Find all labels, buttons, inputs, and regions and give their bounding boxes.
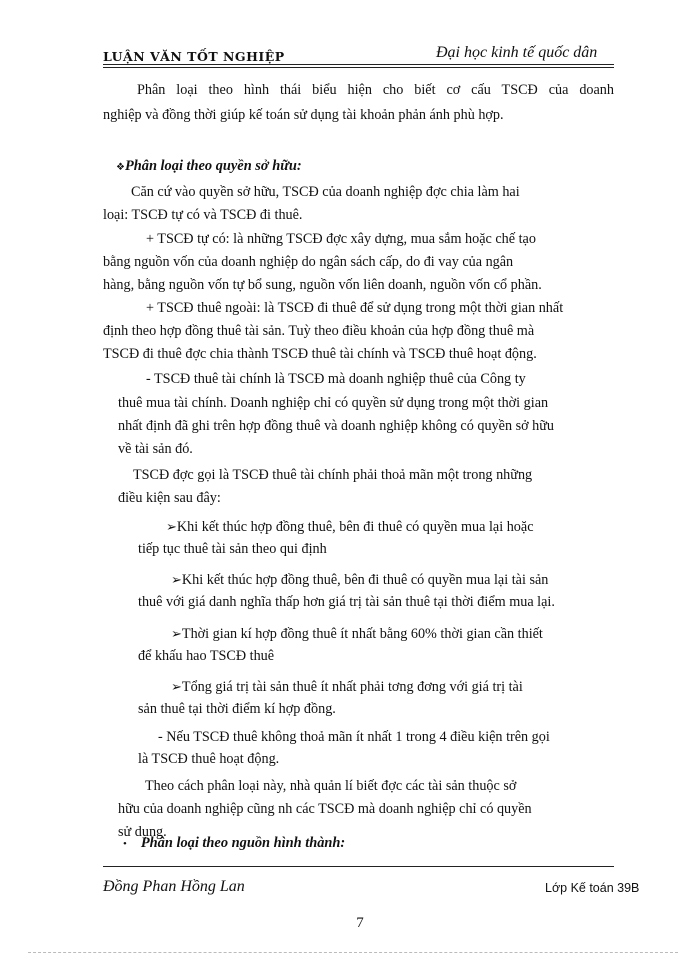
s5-line-2: hữu của doanh nghiệp cũng nh các TSCĐ mà doanh nghiệp chỉ có quyền xyxy=(118,801,532,817)
condition-4-line-1 xyxy=(171,677,523,697)
section-heading-text: Phân loại theo nguồn hình thành: xyxy=(140,835,346,851)
bullet-icon: • xyxy=(123,838,127,850)
header-rule-2 xyxy=(103,67,614,68)
s4-line-2: là TSCĐ thuê hoạt động. xyxy=(138,751,280,767)
s2-line-3: nhất định đã ghi trên hợp đồng thuê và doanh nghiệp không có quyền sở hữu xyxy=(118,418,555,434)
intro-line-1: Phân loại theo hình thái biểu hiện cho biết cơ cấu TSCĐ của doanh xyxy=(137,82,614,98)
s5-line-3: sử dụng. xyxy=(118,824,167,840)
footer-author: Đồng Phan Hồng Lan xyxy=(103,878,245,895)
diamond-bullet-icon: ❖ xyxy=(116,162,125,173)
s1-line-3: + TSCĐ tự có: là những TSCĐ đợc xây dựng, mua sắm hoặc chế tạo xyxy=(146,231,536,247)
s1-line-4: bằng nguồn vốn của doanh nghiệp do ngân sách cấp, do đi vay của ngân xyxy=(103,254,514,270)
s1-line-1: Căn cứ vào quyền sở hữu, TSCĐ của doanh nghiệp đợc chia làm hai xyxy=(131,184,520,200)
footer-rule xyxy=(103,866,614,867)
s3-line-2: điều kiện sau đây: xyxy=(118,490,221,506)
header-university: Đại học kinh tế quốc dân xyxy=(436,44,598,61)
s1-line-5: hàng, bằng nguồn vốn tự bổ sung, nguồn vốn liên doanh, nguồn vốn cổ phần. xyxy=(103,277,542,293)
s1-line-8: TSCĐ đi thuê đợc chia thành TSCĐ thuê tài chính và TSCĐ thuê hoạt động. xyxy=(103,346,537,362)
s1-line-6: + TSCĐ thuê ngoài: là TSCĐ đi thuê để sử dụng trong một thời gian nhất xyxy=(146,300,564,316)
arrow-bullet-icon: ➢ xyxy=(171,626,182,641)
condition-4-text: Tổng giá trị tài sản thuê ít nhất phải tơng đơng với giá trị tài xyxy=(181,679,523,695)
page-break-line xyxy=(28,952,678,953)
s5-line-1: Theo cách phân loại này, nhà quản lí biết đợc các tài sản thuộc sở xyxy=(145,778,517,794)
condition-2-text: Khi kết thúc hợp đồng thuê, bên đi thuê có quyền mua lại tài sản xyxy=(181,572,549,588)
condition-3-line-2: để khấu hao TSCĐ thuê xyxy=(138,648,275,664)
s2-line-2: thuê mua tài chính. Doanh nghiệp chỉ có quyền sử dụng trong một thời gian xyxy=(118,395,549,411)
header-thesis-title: LUẬN VĂN TỐT NGHIỆP xyxy=(103,49,285,64)
paragraph-line xyxy=(103,81,614,100)
condition-4-line-2: sản thuê tại thời điểm kí hợp đồng. xyxy=(138,701,336,717)
s3-line-1: TSCĐ đợc gọi là TSCĐ thuê tài chính phải thoả mãn một trong những xyxy=(133,467,533,483)
s1-line-2: loại: TSCĐ tự có và TSCĐ đi thuê. xyxy=(103,207,303,223)
condition-2-line-2: thuê với giá danh nghĩa thấp hơn giá trị tài sản thuê tại thời điểm mua lại. xyxy=(138,594,555,610)
arrow-bullet-icon: ➢ xyxy=(166,519,177,534)
section-heading-source xyxy=(123,834,345,854)
header-rule xyxy=(103,64,614,65)
condition-1-line-2: tiếp tục thuê tài sản theo qui định xyxy=(138,541,327,557)
arrow-bullet-icon: ➢ xyxy=(171,572,182,587)
s4-line-1: - Nếu TSCĐ thuê không thoả mãn ít nhất 1 trong 4 điều kiện trên gọi xyxy=(158,729,550,745)
section-heading-ownership xyxy=(116,157,302,177)
s1-line-7: định theo hợp đồng thuê tài sản. Tuỳ theo điều khoản của hợp đồng thuê mà xyxy=(103,323,535,339)
condition-2-line-1 xyxy=(171,570,548,590)
condition-3-text: Thời gian kí hợp đồng thuê ít nhất bằng 60% thời gian cần thiết xyxy=(181,626,543,642)
condition-1-text: Khi kết thúc hợp đồng thuê, bên đi thuê có quyền mua lại hoặc xyxy=(176,519,534,535)
page-number: 7 xyxy=(356,915,364,931)
intro-line-2: nghiệp và đồng thời giúp kế toán sử dụng tài khoản phản ánh phù hợp. xyxy=(103,107,504,123)
section-heading-text: Phân loại theo quyền sở hữu: xyxy=(124,158,302,174)
condition-3-line-1 xyxy=(171,624,543,644)
condition-1-line-1 xyxy=(166,517,534,537)
s2-line-1: - TSCĐ thuê tài chính là TSCĐ mà doanh nghiệp thuê của Công ty xyxy=(146,371,526,387)
footer-class: Lớp Kế toán 39B xyxy=(545,881,640,895)
s2-line-4: về tài sản đó. xyxy=(118,441,193,457)
arrow-bullet-icon: ➢ xyxy=(171,679,182,694)
